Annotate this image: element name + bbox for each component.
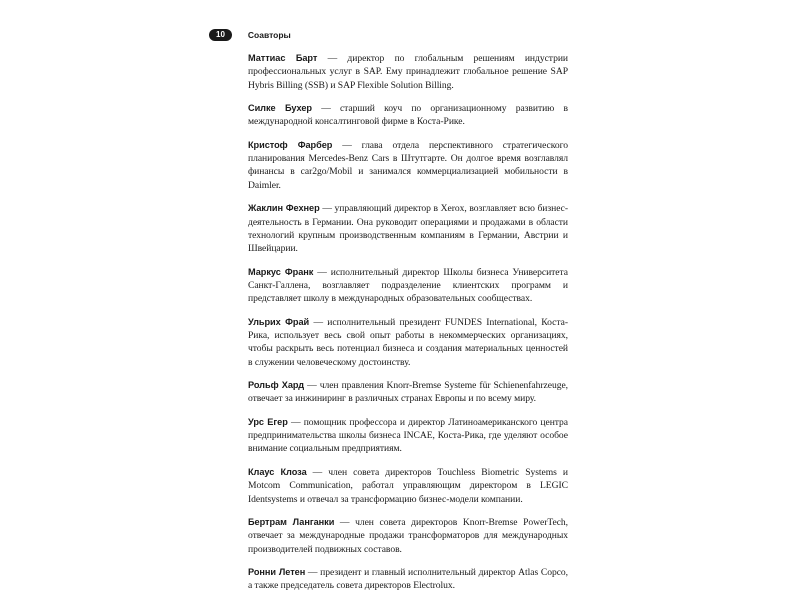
contributor-entry xyxy=(248,266,568,306)
contributor-entry xyxy=(248,52,568,92)
contributor-entry xyxy=(248,316,568,369)
contributor-bio: — помощник профессора и директор Латиноамериканского центра предпринимательства школы бизнеса INCAE, Коста-Рика, где уделяют особое внимание социальным предприятиям. xyxy=(248,416,568,455)
contributor-entry xyxy=(248,202,568,255)
contributor-entry xyxy=(248,466,568,506)
contributor-entry xyxy=(248,416,568,456)
contributor-name: Кристоф Фарбер xyxy=(248,139,333,150)
contributor-name: Клаус Клоза xyxy=(248,466,307,477)
contributor-bio: — исполнительный директор Школы бизнеса Университета Санкт-Галлена, возглавляет подразделение клиентских программ и представляет школу в международных образовательных сообществах. xyxy=(248,266,568,305)
contributor-name: Жаклин Фехнер xyxy=(248,203,320,214)
contributor-name: Маттиас Барт xyxy=(248,53,318,63)
contributor-bio: — президент и главный исполнительный директор Atlas Copco, а также председатель совета директоров Electrolux. xyxy=(248,567,568,592)
page-header xyxy=(209,29,291,41)
contributor-name: Рольф Хард xyxy=(248,380,305,391)
contributor-entry xyxy=(248,139,568,192)
contributor-bio: — член правления Knorr-Bremse Systeme für Schienenfahrzeuge, отвечает за инжиниринг в различных странах Европы и по всему миру. xyxy=(248,380,569,405)
contributor-bio: — исполнительный президент FUNDES International, Коста-Рика, использует весь свой опыт работы в некоммерческих организациях, чтобы раскрыть весь потенциал бизнеса и создания материальных ценностей в служении человеческому достоинству. xyxy=(248,316,568,368)
contributor-bio: — член совета директоров Knorr-Bremse PowerTech, отвечает за международные продажи трансформаторов для международных производителей подвижных составов. xyxy=(248,517,569,555)
contributor-name: Маркус Франк xyxy=(248,266,314,277)
contributor-name: Ульрих Фрай xyxy=(248,316,310,327)
contributor-bio: — управляющий директор в Xerox, возглавляет всю бизнес-деятельность в Германии. Она руководит операциями и продажами в области технологий крупным производственным компаниям в Германии, Австрии и Швейцарии. xyxy=(248,203,568,255)
contributor-entry xyxy=(248,379,568,406)
contributor-bio: — директор по глобальным решениям индустрии профессиональных услуг в SAP. Ему принадлежит глобальное решение SAP Hybris Billing (SSB) и SAP Flexible Solution Billing. xyxy=(248,53,568,91)
section-title: Соавторы xyxy=(247,30,291,40)
contributor-name: Бертрам Ланганки xyxy=(248,517,335,527)
contributor-entry xyxy=(248,102,568,129)
page-number-badge: 10 xyxy=(209,29,232,41)
contributor-name: Урс Егер xyxy=(248,416,288,427)
contributor-entry xyxy=(248,566,568,593)
contributor-entry xyxy=(248,516,568,556)
contributor-bio: — старший коуч по организационному развитию в международной консалтинговой фирме в Коста-Рике. xyxy=(248,103,568,128)
contributor-bio: — глава отдела перспективного стратегического планирования Mercedes-Benz Cars в Штутгарте. Он долгое время возглавлял финансы в car2go/Mobil и занимался коммерциализацией мобильности в Daimler. xyxy=(248,139,568,191)
contributor-name: Ронни Летен xyxy=(248,567,306,578)
contributor-name: Силке Бухер xyxy=(248,103,312,114)
contributors-list xyxy=(248,52,568,600)
contributor-bio: — член совета директоров Touchless Biometric Systems и Motcom Communication, работал управляющим директором в LEGIC Identsystems и отвечал за трансформацию бизнес-модели компании. xyxy=(248,466,568,505)
